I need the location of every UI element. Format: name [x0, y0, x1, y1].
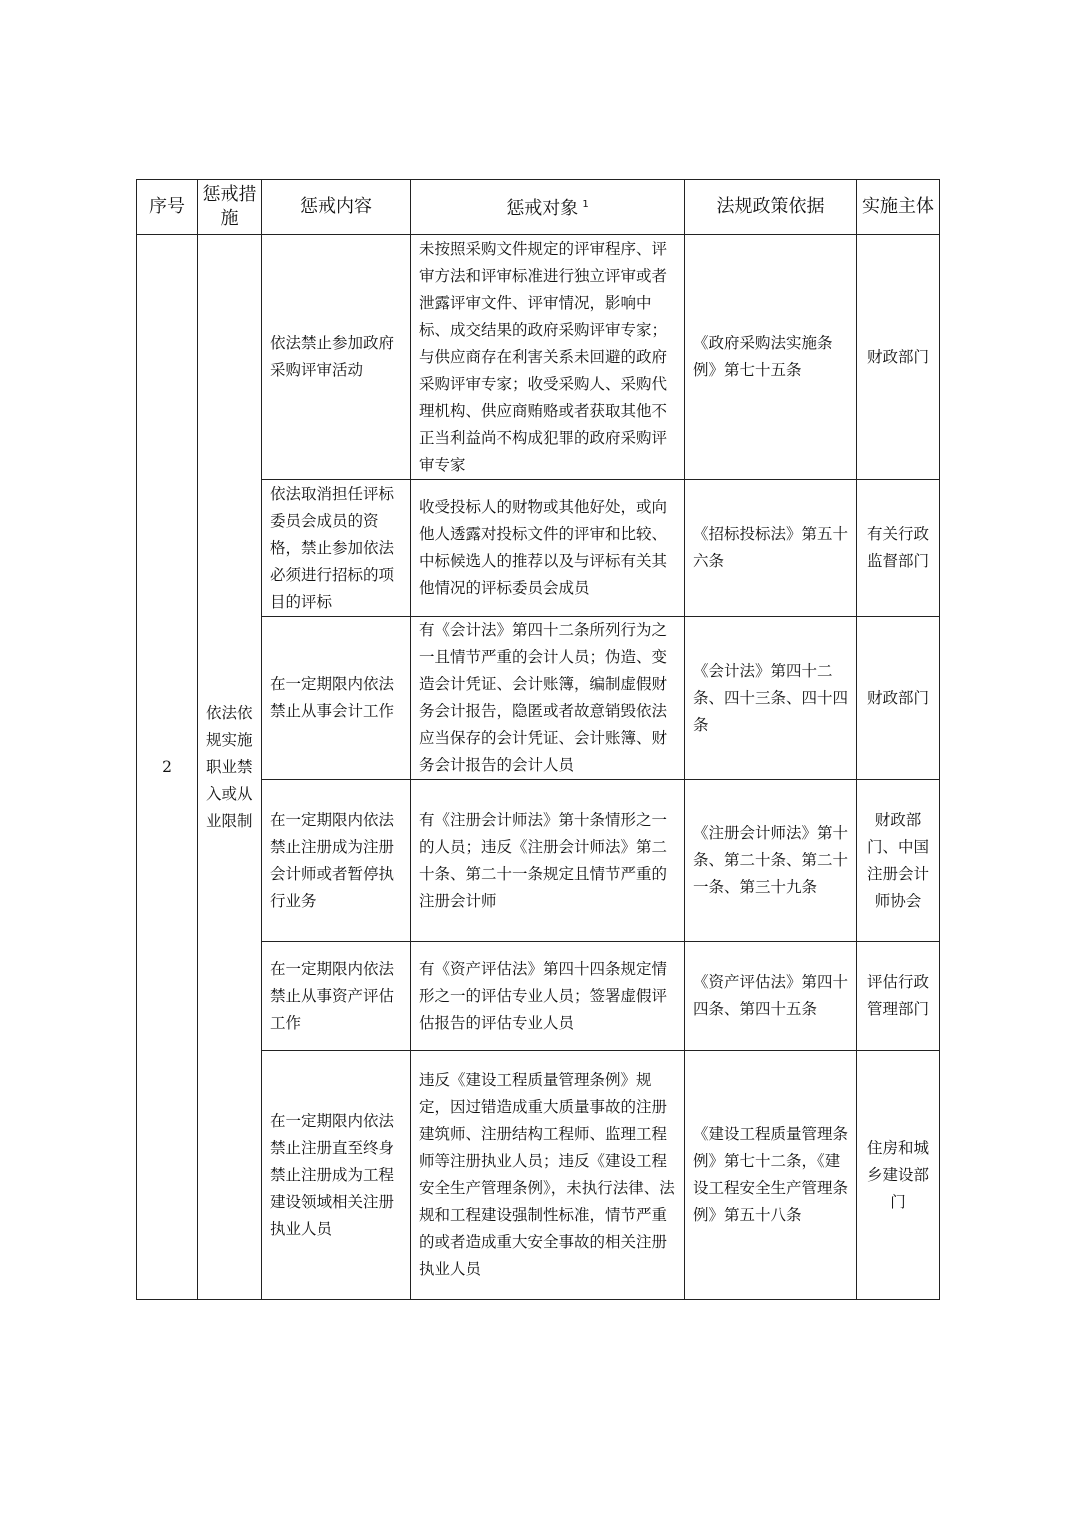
- cell-target: 有《资产评估法》第四十四条规定情形之一的评估专业人员；签署虚假评估报告的评估专业人员: [411, 942, 685, 1051]
- cell-target: 有《注册会计师法》第十条情形之一的人员；违反《注册会计师法》第二十条、第二十一条规定且情节严重的注册会计师: [411, 780, 685, 942]
- cell-basis: 《建设工程质量管理条例》第七十二条，《建设工程安全生产管理条例》第五十八条: [685, 1051, 857, 1300]
- group-measure: 依法依规实施职业禁入或从业限制: [198, 235, 262, 1300]
- cell-target: 有《会计法》第四十二条所列行为之一且情节严重的会计人员；伪造、变造会计凭证、会计账簿，编制虚假财务会计报告，隐匿或者故意销毁依法应当保存的会计凭证、会计账簿、财务会计报告的会计人员: [411, 617, 685, 780]
- footnote-marker: 1: [582, 199, 589, 210]
- header-content: 惩戒内容: [262, 180, 411, 235]
- cell-subject: 财政部门、中国注册会计师协会: [857, 780, 940, 942]
- cell-subject: 财政部门: [857, 617, 940, 780]
- cell-target: 违反《建设工程质量管理条例》规定，因过错造成重大质量事故的注册建筑师、注册结构工程师、监理工程师等注册执业人员；违反《建设工程安全生产管理条例》，未执行法律、法规和工程建设强制性标准，情节严重的或者造成重大安全事故的相关注册执业人员: [411, 1051, 685, 1300]
- cell-content: 依法取消担任评标委员会成员的资格，禁止参加依法必须进行招标的项目的评标: [262, 480, 411, 617]
- measures-table: [136, 179, 940, 1300]
- cell-content: 在一定期限内依法禁止从事会计工作: [262, 617, 411, 780]
- cell-basis: 《会计法》第四十二条、四十三条、四十四条: [685, 617, 857, 780]
- cell-target: 未按照采购文件规定的评审程序、评审方法和评审标准进行独立评审或者泄露评审文件、评审情况，影响中标、成交结果的政府采购评审专家；与供应商存在利害关系未回避的政府采购评审专家；收受采购人、采购代理机构、供应商贿赂或者获取其他不正当利益尚不构成犯罪的政府采购评审专家: [411, 235, 685, 480]
- header-measure: 惩戒措施: [198, 180, 262, 235]
- header-target: [411, 180, 685, 235]
- cell-basis: 《政府采购法实施条例》第七十五条: [685, 235, 857, 480]
- header-no: 序号: [137, 180, 198, 235]
- cell-subject: 评估行政管理部门: [857, 942, 940, 1051]
- table-header-row: [137, 180, 940, 235]
- cell-content: 依法禁止参加政府采购评审活动: [262, 235, 411, 480]
- cell-subject: 住房和城乡建设部门: [857, 1051, 940, 1300]
- cell-content: 在一定期限内依法禁止从事资产评估工作: [262, 942, 411, 1051]
- cell-content: 在一定期限内依法禁止注册直至终身禁止注册成为工程建设领域相关注册执业人员: [262, 1051, 411, 1300]
- cell-basis: 《资产评估法》第四十四条、第四十五条: [685, 942, 857, 1051]
- header-subject: 实施主体: [857, 180, 940, 235]
- header-basis: 法规政策依据: [685, 180, 857, 235]
- cell-basis: 《注册会计师法》第十条、第二十条、第二十一条、第三十九条: [685, 780, 857, 942]
- cell-target: 收受投标人的财物或其他好处，或向他人透露对投标文件的评审和比较、中标候选人的推荐以及与评标有关其他情况的评标委员会成员: [411, 480, 685, 617]
- group-no: 2: [137, 235, 198, 1300]
- table-row: [137, 235, 940, 480]
- header-target-label: 惩戒对象: [506, 198, 579, 219]
- cell-subject: 财政部门: [857, 235, 940, 480]
- cell-subject: 有关行政监督部门: [857, 480, 940, 617]
- cell-content: 在一定期限内依法禁止注册成为注册会计师或者暂停执行业务: [262, 780, 411, 942]
- cell-basis: 《招标投标法》第五十六条: [685, 480, 857, 617]
